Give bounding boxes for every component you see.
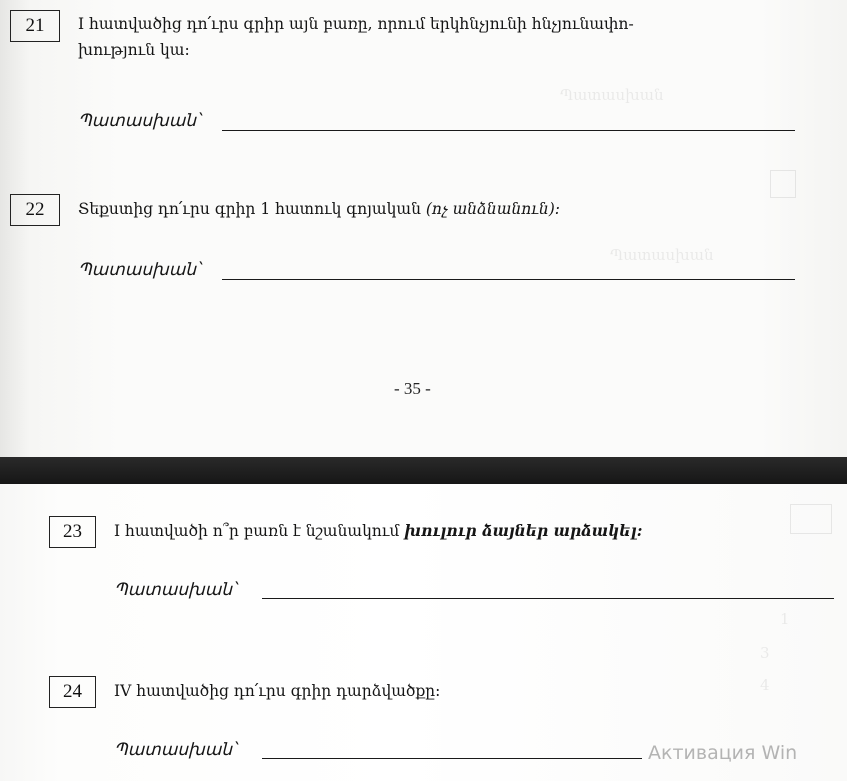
answer-line[interactable] <box>222 130 795 131</box>
question-text <box>78 196 818 222</box>
question-text-main: Տեքստից դո՛ւրս գրիր 1 հատուկ գոյական <box>78 200 421 218</box>
answer-line[interactable] <box>262 758 642 759</box>
activation-watermark: Активация Win <box>648 742 798 764</box>
question-number: 22 <box>25 199 45 220</box>
question-text <box>114 518 814 544</box>
question-text <box>78 11 818 63</box>
question-text-main: IV հատվածից դո՛ւրս գրիր դարձվածքը: <box>114 682 441 700</box>
question-text-line: I հատվածից դո՛ւրս գրիր այն բառը, որում երկհնչյունի հնչյունափո- <box>78 15 634 33</box>
question-text-emphasis: (ոչ անձնանուն): <box>425 200 560 218</box>
answer-line[interactable] <box>262 598 834 599</box>
answer-line[interactable] <box>222 279 795 280</box>
question-text-emphasis: խուլուր ձայներ արձակել: <box>404 521 643 540</box>
page-gap <box>0 457 847 484</box>
page-35: Պատասխան Պատասխան 21 I հատվածից դո՛ւրս գրիր այն բառը, որում երկհնչյունի հնչյունափո- խություն կա: Պատասխան՝ 22 Տեքստից դո՛ւրս գրիր 1 հատուկ գոյական (ոչ անձնանուն): Պատասխան՝ - 35 - <box>0 0 847 457</box>
page-number: - 35 - <box>394 379 431 398</box>
question-text-line: խություն կա: <box>78 41 190 59</box>
answer-label: Պատասխան՝ <box>114 580 237 599</box>
question-number-box <box>49 516 96 548</box>
question-text <box>114 678 814 704</box>
question-number: 24 <box>63 681 82 702</box>
question-number-box <box>49 676 96 708</box>
answer-label: Պատասխան՝ <box>78 111 201 130</box>
question-number-box <box>10 194 60 226</box>
question-number-box <box>10 10 60 42</box>
answer-label: Պատասխան՝ <box>78 260 201 279</box>
question-number: 23 <box>63 521 82 542</box>
question-number: 21 <box>25 15 45 36</box>
question-text-main: I հատվածի ո՞ր բառն է նշանակում <box>114 522 400 540</box>
answer-label: Պատասխան՝ <box>114 740 237 759</box>
page-36: 1 3 4 23 I հատվածի ո՞ր բառն է նշանակում խուլուր ձայներ արձակել: Պատասխան՝ 24 IV հատվածից դո՛ւրս գրիր դարձվածքը: Պատասխան՝ Активация Win <box>0 484 847 781</box>
